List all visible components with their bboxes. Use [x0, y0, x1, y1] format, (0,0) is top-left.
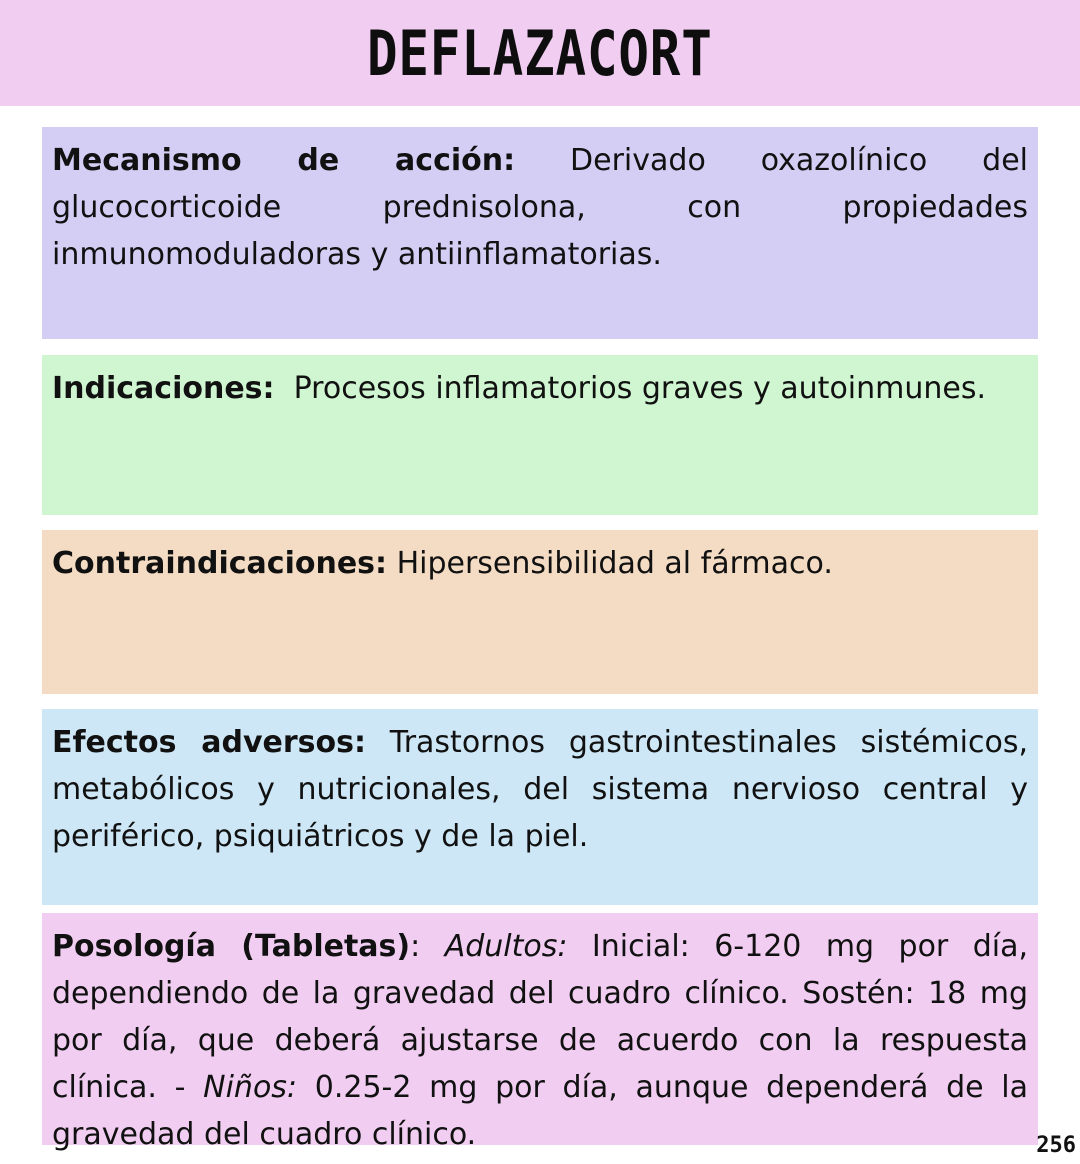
contraindicaciones-text: Hipersensibilidad al fármaco. — [387, 546, 833, 581]
page-title: DEFLAZACORT — [367, 16, 713, 90]
efectos-section — [42, 709, 1038, 905]
posologia-section — [42, 913, 1038, 1152]
mecanismo-text: Derivado oxazolínico del glucocorticoide prednisolona, con propiedades inmunomoduladoras y antiinflamatorias. — [52, 143, 1028, 272]
mecanismo-label: Mecanismo de acción: — [52, 143, 516, 178]
mecanismo-section — [42, 127, 1038, 339]
efectos-text: Trastornos gastrointestinales sistémicos, metabólicos y nutricionales, del sistema nervioso central y periférico, psiquiátricos y de la piel. — [52, 725, 1028, 854]
ninos-text: 0.25-2 mg por día, aunque dependerá de la gravedad del cuadro clínico. — [52, 1070, 1029, 1152]
title-banner — [0, 0, 1080, 106]
efectos-label: Efectos adversos: — [52, 725, 366, 760]
adultos-label: Adultos: — [444, 929, 568, 964]
ninos-label: Niños: — [203, 1070, 298, 1105]
adultos-text: Inicial: 6-120 mg por día, dependiendo de la gravedad del cuadro clínico. Sostén: 18 mg por día, que deberá ajustarse de acuerdo con la respuesta clínica. - — [52, 929, 1028, 1105]
indicaciones-label: Indicaciones: — [52, 371, 275, 406]
posologia-colon: : — [410, 929, 445, 964]
posologia-label: Posología (Tabletas) — [52, 929, 411, 964]
page-number: 256 — [1036, 1133, 1076, 1158]
indicaciones-text: Procesos inflamatorios graves y autoinmunes. — [274, 371, 987, 406]
contraindicaciones-label: Contraindicaciones: — [52, 546, 388, 581]
contraindicaciones-section — [42, 530, 1038, 694]
indicaciones-section — [42, 355, 1038, 515]
